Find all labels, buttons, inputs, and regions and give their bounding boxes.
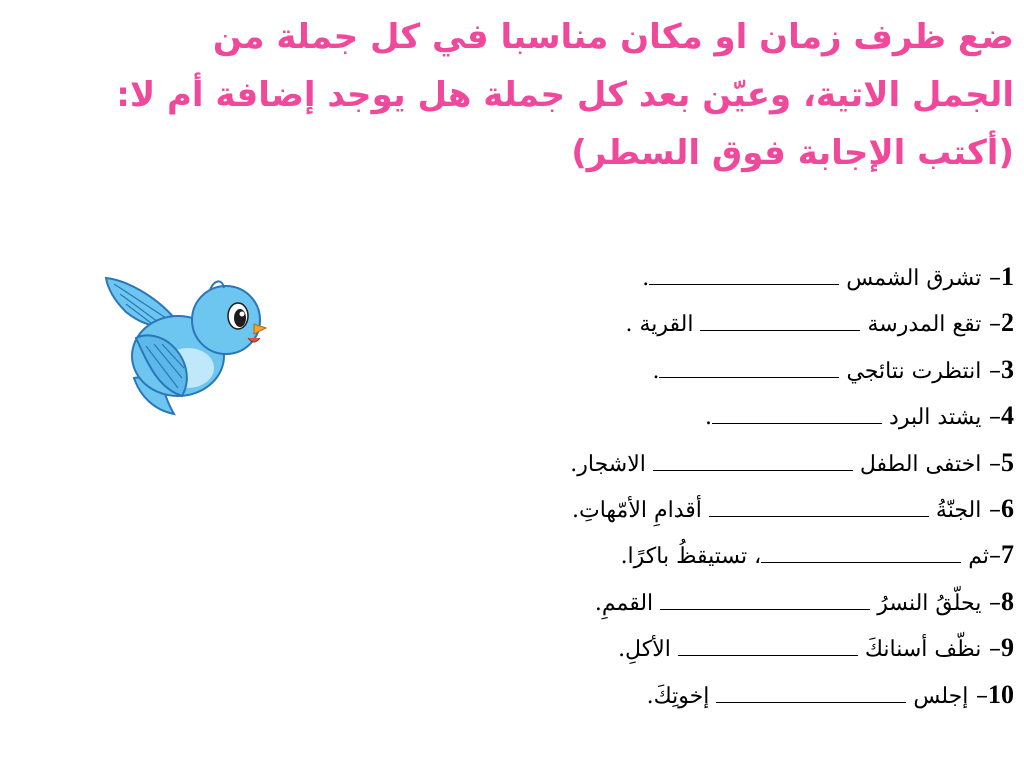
- sentence-start: تقع المدرسة: [867, 312, 982, 338]
- sentence-start: الجنّةُ: [935, 497, 982, 523]
- sentence-end: إخوتِكَ.: [646, 683, 710, 709]
- answer-blank[interactable]: [660, 597, 870, 610]
- exercise-list: [314, 254, 1014, 718]
- sentence-start: اختفى الطفل: [859, 451, 982, 477]
- answer-blank[interactable]: [761, 550, 961, 563]
- answer-blank[interactable]: [653, 458, 853, 471]
- item-dash: –: [989, 541, 1001, 570]
- item-dash: –: [981, 355, 1001, 384]
- exercise-item: [314, 347, 1014, 393]
- exercise-item: [314, 440, 1014, 486]
- exercise-item: [314, 486, 1014, 532]
- item-number: 2: [1001, 308, 1014, 338]
- sentence-end: ، تستيقظُ باكرًا.: [620, 544, 762, 570]
- sentence-start: نظّف أسنانكَ: [864, 637, 982, 663]
- exercise-item: [314, 625, 1014, 671]
- exercise-item: [314, 532, 1014, 578]
- sentence-end: .: [705, 405, 713, 431]
- sentence-start: إجلس: [913, 683, 969, 709]
- exercise-item: [314, 672, 1014, 718]
- item-dash: –: [981, 263, 1001, 291]
- item-number: 3: [1001, 354, 1014, 384]
- item-number: 4: [1001, 401, 1014, 431]
- item-number: 7: [1001, 540, 1014, 570]
- answer-blank[interactable]: [659, 365, 839, 378]
- item-dash: –: [981, 309, 1001, 338]
- sentence-end: القرية .: [625, 312, 694, 338]
- sentence-end: .: [642, 266, 650, 291]
- item-dash: –: [968, 680, 988, 709]
- answer-blank[interactable]: [709, 504, 929, 517]
- sentence-end: الأكلِ.: [618, 637, 671, 663]
- item-dash: –: [981, 494, 1001, 523]
- blue-bird-icon: [96, 268, 268, 418]
- sentence-start: تشرق الشمس: [846, 266, 982, 291]
- sentence-start: ثم: [968, 544, 989, 570]
- item-number: 8: [1001, 586, 1014, 616]
- sentence-start: انتظرت نتائجي: [846, 358, 982, 384]
- item-dash: –: [981, 587, 1001, 616]
- item-number: 9: [1001, 633, 1014, 663]
- item-dash: –: [981, 402, 1001, 431]
- sentence-start: يشتد البرد: [889, 405, 982, 431]
- item-number: 5: [1001, 447, 1014, 477]
- sentence-end: الاشجار.: [570, 451, 646, 477]
- item-number: 10: [988, 679, 1014, 709]
- answer-blank[interactable]: [678, 643, 858, 656]
- item-dash: –: [981, 448, 1001, 477]
- sentence-end: .: [652, 358, 660, 384]
- exercise-instructions: ضع ظرف زمان او مكان مناسبا في كل جملة من الجمل الاتية، وعيّن بعد كل جملة هل يوجد إضافة أم لا: (أكتب الإجابة فوق السطر): [116, 17, 1014, 173]
- exercise-item: [314, 254, 1014, 300]
- exercise-item: [314, 579, 1014, 625]
- item-number: 6: [1001, 493, 1014, 523]
- item-dash: –: [981, 634, 1001, 663]
- item-number: 1: [1001, 262, 1014, 291]
- answer-blank[interactable]: [700, 318, 860, 331]
- exercise-item: [314, 300, 1014, 346]
- sentence-end: أقدامِ الأمّهاتِ.: [572, 497, 702, 523]
- sentence-end: القممِ.: [594, 590, 654, 616]
- sentence-start: يحلّقُ النسرُ: [877, 590, 982, 616]
- answer-blank[interactable]: [712, 411, 882, 424]
- answer-blank[interactable]: [716, 690, 906, 703]
- exercise-item: [314, 393, 1014, 439]
- answer-blank[interactable]: [649, 272, 839, 285]
